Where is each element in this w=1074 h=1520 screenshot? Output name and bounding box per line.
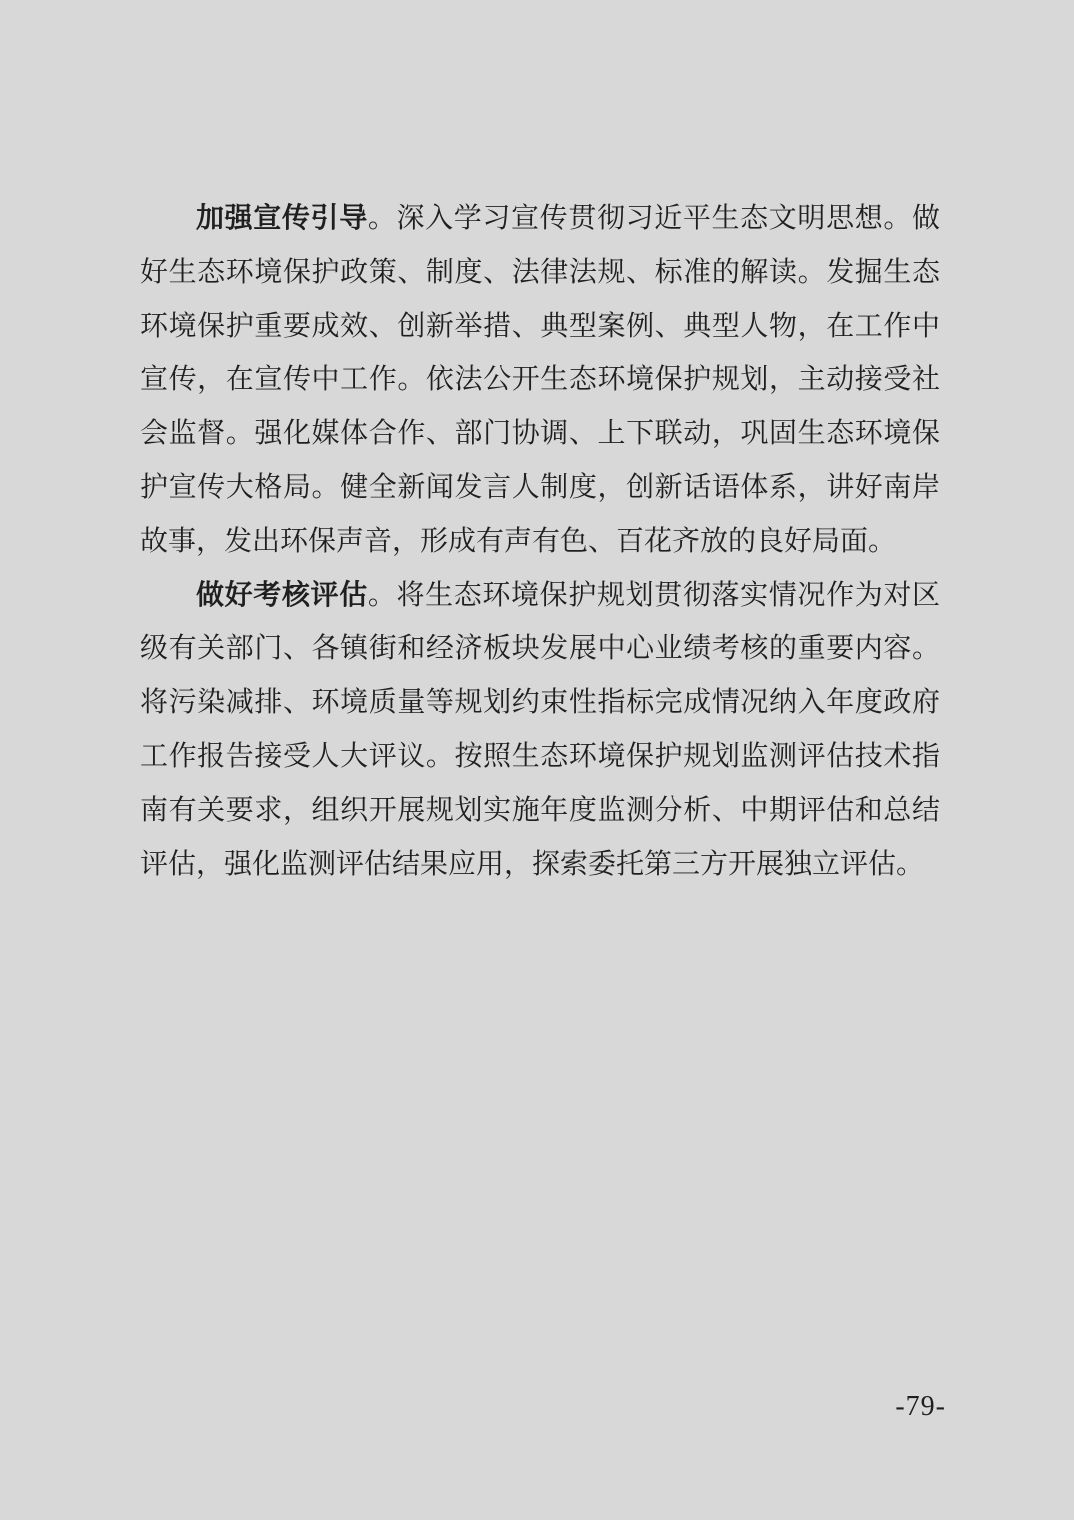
paragraph-2-line-2: 级有关部门、各镇街和经济板块发展中心业绩考核的重要内容。 (140, 633, 940, 665)
paragraph-2-line-3: 将污染减排、环境质量等规划约束性指标完成情况纳入年度政府 (140, 687, 940, 719)
paragraph-1-line-6: 护宣传大格局。健全新闻发言人制度，创新话语体系，讲好南岸 (140, 471, 940, 503)
paragraph-1-line-1 (140, 192, 940, 246)
paragraph-1-line-5: 会监督。强化媒体合作、部门协调、上下联动，巩固生态环境保 (140, 418, 940, 450)
paragraph-2-line-5: 南有关要求，组织开展规划实施年度监测分析、中期评估和总结 (140, 794, 940, 826)
page-number: -79- (895, 1391, 946, 1422)
paragraph-1-line-4: 宣传，在宣传中工作。依法公开生态环境保护规划，主动接受社 (140, 364, 940, 396)
paragraph-2-line-1 (140, 569, 940, 623)
paragraph-1-lead: 加强宣传引导 (196, 203, 368, 234)
paragraph-2-line-6: 评估，强化监测评估结果应用，探索委托第三方开展独立评估。 (140, 848, 925, 880)
paragraph-1-line-7: 故事，发出环保声音，形成有声有色、百花齐放的良好局面。 (140, 525, 897, 557)
paragraph-2-line-1-rest: 。将生态环境保护规划贯彻落实情况作为对区 (367, 579, 940, 611)
paragraph-1-line-2: 好生态环境保护政策、制度、法律法规、标准的解读。发掘生态 (140, 256, 940, 288)
paragraph-1-line-1-rest: 。深入学习宣传贯彻习近平生态文明思想。做 (367, 203, 940, 234)
body-text (140, 192, 940, 891)
paragraph-2-line-4: 工作报告接受人大评议。按照生态环境保护规划监测评估技术指 (140, 740, 940, 772)
paragraph-2-lead: 做好考核评估 (196, 579, 368, 611)
paragraph-1-line-3: 环境保护重要成效、创新举措、典型案例、典型人物，在工作中 (140, 310, 940, 342)
